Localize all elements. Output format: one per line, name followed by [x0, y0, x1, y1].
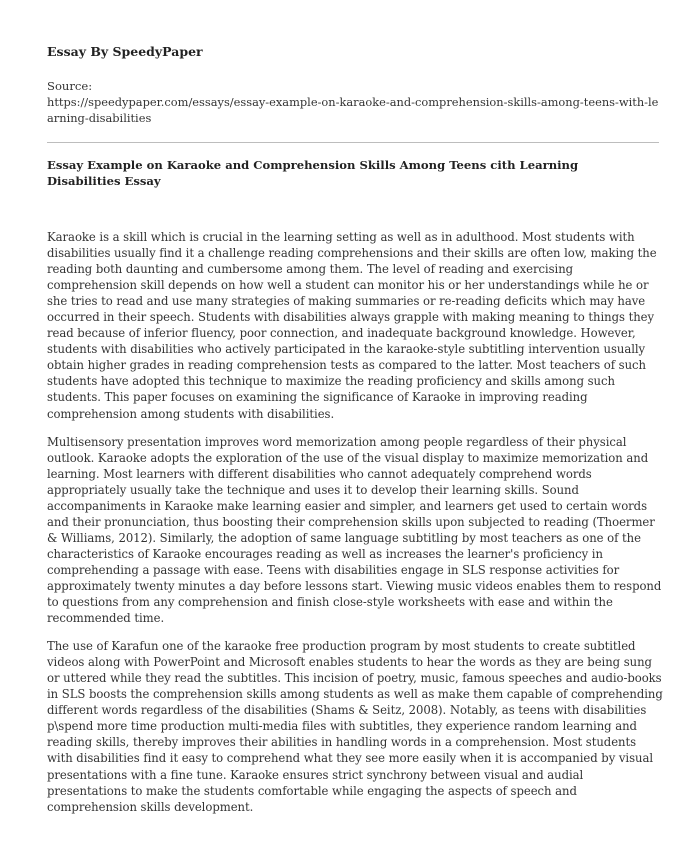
- source-label: Source:: [47, 79, 93, 93]
- source-url: https://speedypaper.com/essays/essay-example-on-karaoke-and-comprehension-skills-among-teens-with-learning-disabilities: [47, 95, 659, 125]
- header-divider: [47, 142, 659, 143]
- essay-paragraph-1: Karaoke is a skill which is crucial in the learning setting as well as in adulthood. Most students with disabilities usually find it a challenge reading comprehensions and their skills are often low, making the reading both daunting and cumbersome among them. The level of reading and exercising comprehension skill depends on how well a student can monitor his or her understandings while he or she tries to read and use many strategies of making summaries or re-reading deficits which may have occurred in their speech. Students with disabilities always grapple with making meaning to things they read because of inferior fluency, poor connection, and inadequate background knowledge. However, students with disabilities who actively participated in the karaoke-style subtitling intervention usually obtain higher grades in reading comprehension tests as compared to the latter. Most teachers of such students have adopted this technique to maximize the reading proficiency and skills among such students. This paper focuses on examining the significance of Karaoke in improving reading comprehension among students with disabilities.: [47, 230, 657, 421]
- document-title: Essay By SpeedyPaper: [47, 44, 203, 59]
- essay-paragraph-2: Multisensory presentation improves word memorization among people regardless of their physical outlook. Karaoke adopts the exploration of the use of the visual display to maximize memorization and learning. Most learners with different disabilities who cannot adequately comprehend words appropriately usually take the technique and uses it to develop their learning skills. Sound accompaniments in Karaoke make learning easier and simpler, and learners get used to certain words and their pronunciation, thus boosting their comprehension skills upon subjected to reading (Thoermer & Williams, 2012). Similarly, the adoption of same language subtitling by most teachers as one of the characteristics of Karaoke encourages reading as well as increases the learner's proficiency in comprehending a passage with ease. Teens with disabilities engage in SLS response activities for approximately twenty minutes a day before lessons start. Viewing music videos enables them to respond to questions from any comprehension and finish close-style worksheets with ease and within the recommended time.: [47, 434, 662, 626]
- essay-title: Essay Example on Karaoke and Comprehension Skills Among Teens cith Learning Disabilities Essay: [47, 158, 579, 188]
- essay-paragraph-3: The use of Karafun one of the karaoke free production program by most students to create subtitled videos along with PowerPoint and Microsoft enables students to hear the words as they are being sung or uttered while they read the subtitles. This incision of poetry, music, famous speeches and audio-books in SLS boosts the comprehension skills among students as well as make them capable of comprehending different words regardless of the disabilities (Shams & Seitz, 2008). Notably, as teens with disabilities p\spend more time production multi-media files with subtitles, they experience random learning and reading skills, thereby improves their abilities in handling words in a comprehension. Most students with disabilities find it easy to comprehend what they see more easily when it is accompanied by visual presentations with a fine tune. Karaoke ensures strict synchrony between visual and audial presentations to make the students comfortable while engaging the aspects of speech and comprehension skills development.: [47, 639, 663, 814]
